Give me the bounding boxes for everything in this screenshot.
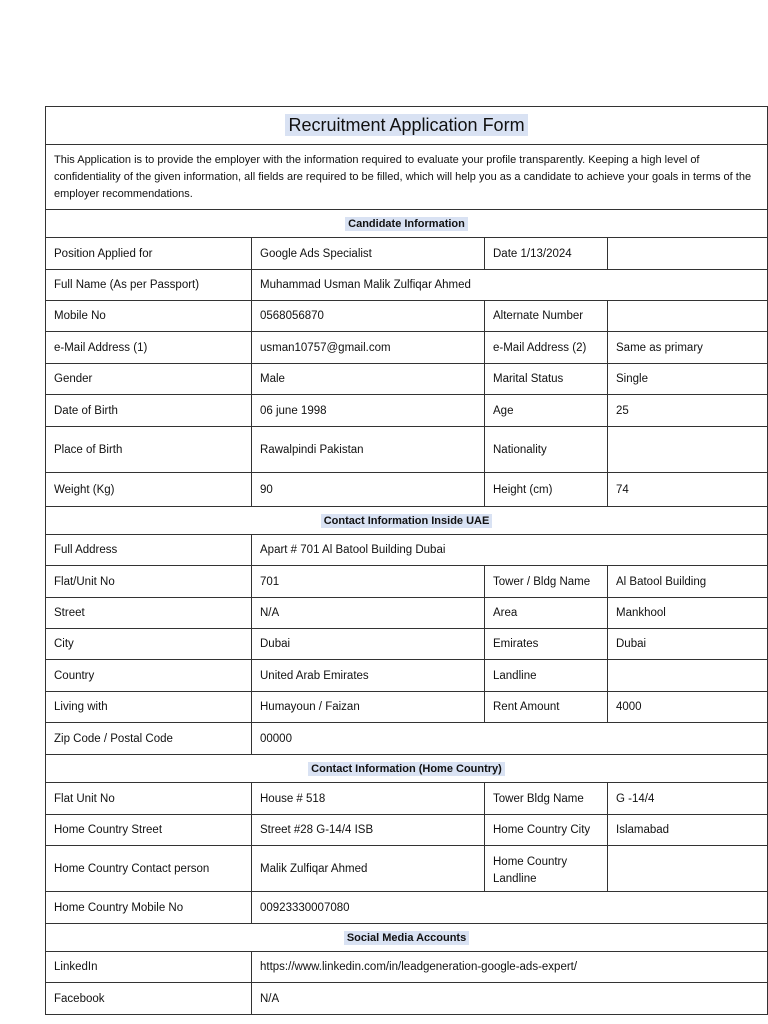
- facebook-value[interactable]: N/A: [252, 983, 768, 1015]
- dob-value[interactable]: 06 june 1998: [252, 395, 485, 427]
- field-label: Mobile No: [46, 301, 252, 332]
- full-name-value[interactable]: Muhammad Usman Malik Zulfiqar Ahmed: [252, 270, 768, 301]
- section-contact-home-country: Contact Information (Home Country): [308, 762, 505, 776]
- row-full-name: [46, 270, 768, 301]
- field-label: Alternate Number: [485, 301, 608, 332]
- row-street: [46, 598, 768, 629]
- country-value[interactable]: United Arab Emirates: [252, 660, 485, 692]
- height-value[interactable]: 74: [608, 473, 768, 507]
- form-title: Recruitment Application Form: [285, 114, 527, 136]
- home-tower-value[interactable]: G -14/4: [608, 783, 768, 815]
- row-email: [46, 332, 768, 364]
- age-value[interactable]: 25: [608, 395, 768, 427]
- rent-amount-value[interactable]: 4000: [608, 692, 768, 723]
- street-value[interactable]: N/A: [252, 598, 485, 629]
- field-label: Tower / Bldg Name: [485, 566, 608, 598]
- living-with-value[interactable]: Humayoun / Faizan: [252, 692, 485, 723]
- field-label: Flat Unit No: [46, 783, 252, 815]
- field-label: Living with: [46, 692, 252, 723]
- field-label: e-Mail Address (2): [485, 332, 608, 364]
- mobile-value[interactable]: 0568056870: [252, 301, 485, 332]
- field-label: Landline: [485, 660, 608, 692]
- field-label: Full Address: [46, 535, 252, 566]
- field-label: Home Country Landline: [485, 846, 608, 892]
- row-dob: [46, 395, 768, 427]
- marital-status-value[interactable]: Single: [608, 364, 768, 395]
- home-contact-value[interactable]: Malik Zulfiqar Ahmed: [252, 846, 485, 892]
- field-label: Home Country Street: [46, 815, 252, 846]
- field-label: Rent Amount: [485, 692, 608, 723]
- section-contact-inside-uae: Contact Information Inside UAE: [321, 514, 493, 528]
- alternate-number-value[interactable]: [608, 301, 768, 332]
- field-label: Country: [46, 660, 252, 692]
- form-intro: This Application is to provide the employer with the information required to evaluate your profile transparently. Keeping a high level of confidentiality of the given information, all fields are required to be filled, which will help you as a candidate to achieve your goals in terms of the employer recommendations.: [46, 145, 768, 210]
- date-value[interactable]: Date 1/13/2024: [485, 238, 608, 270]
- field-label: Facebook: [46, 983, 252, 1015]
- row-weight: [46, 473, 768, 507]
- row-gender: [46, 364, 768, 395]
- row-home-mobile: [46, 892, 768, 924]
- row-living-with: [46, 692, 768, 723]
- field-label: Home Country Mobile No: [46, 892, 252, 924]
- field-label: City: [46, 629, 252, 660]
- field-label: LinkedIn: [46, 952, 252, 983]
- row-mobile: [46, 301, 768, 332]
- row-position: [46, 238, 768, 270]
- field-label: Street: [46, 598, 252, 629]
- weight-value[interactable]: 90: [252, 473, 485, 507]
- field-label: Date of Birth: [46, 395, 252, 427]
- linkedin-value[interactable]: https://www.linkedin.com/in/leadgeneration-google-ads-expert/: [252, 952, 768, 983]
- flat-value[interactable]: 701: [252, 566, 485, 598]
- row-flat: [46, 566, 768, 598]
- nationality-value[interactable]: [608, 427, 768, 473]
- place-of-birth-value[interactable]: Rawalpindi Pakistan: [252, 427, 485, 473]
- landline-value[interactable]: [608, 660, 768, 692]
- row-facebook: [46, 983, 768, 1015]
- home-street-value[interactable]: Street #28 G-14/4 ISB: [252, 815, 485, 846]
- row-city: [46, 629, 768, 660]
- field-label: Age: [485, 395, 608, 427]
- field-label: Home Country Contact person: [46, 846, 252, 892]
- field-label: e-Mail Address (1): [46, 332, 252, 364]
- email-1-value[interactable]: usman10757@gmail.com: [252, 332, 485, 364]
- field-label: Weight (Kg): [46, 473, 252, 507]
- area-value[interactable]: Mankhool: [608, 598, 768, 629]
- row-home-street: [46, 815, 768, 846]
- city-value[interactable]: Dubai: [252, 629, 485, 660]
- application-form-table: [45, 106, 768, 1015]
- row-full-address: [46, 535, 768, 566]
- position-value[interactable]: Google Ads Specialist: [252, 238, 485, 270]
- home-mobile-value[interactable]: 00923330007080: [252, 892, 768, 924]
- field-label: Height (cm): [485, 473, 608, 507]
- row-home-flat: [46, 783, 768, 815]
- row-home-contact: [46, 846, 768, 892]
- field-label: Marital Status: [485, 364, 608, 395]
- row-zip: [46, 723, 768, 755]
- field-label: Tower Bldg Name: [485, 783, 608, 815]
- field-label: Flat/Unit No: [46, 566, 252, 598]
- section-candidate-information: Candidate Information: [345, 217, 468, 231]
- home-flat-value[interactable]: House # 518: [252, 783, 485, 815]
- field-label: Position Applied for: [46, 238, 252, 270]
- field-label: Nationality: [485, 427, 608, 473]
- row-linkedin: [46, 952, 768, 983]
- home-landline-value[interactable]: [608, 846, 768, 892]
- row-place-of-birth: [46, 427, 768, 473]
- email-2-value[interactable]: Same as primary: [608, 332, 768, 364]
- row-country: [46, 660, 768, 692]
- field-label: Emirates: [485, 629, 608, 660]
- field-label: Zip Code / Postal Code: [46, 723, 252, 755]
- field-label: Area: [485, 598, 608, 629]
- section-social-media: Social Media Accounts: [344, 931, 469, 945]
- gender-value[interactable]: Male: [252, 364, 485, 395]
- empty-cell[interactable]: [608, 238, 768, 270]
- field-label: Full Name (As per Passport): [46, 270, 252, 301]
- field-label: Place of Birth: [46, 427, 252, 473]
- emirates-value[interactable]: Dubai: [608, 629, 768, 660]
- home-city-value[interactable]: Islamabad: [608, 815, 768, 846]
- zip-value[interactable]: 00000: [252, 723, 768, 755]
- field-label: Home Country City: [485, 815, 608, 846]
- field-label: Gender: [46, 364, 252, 395]
- tower-value[interactable]: Al Batool Building: [608, 566, 768, 598]
- full-address-value[interactable]: Apart # 701 Al Batool Building Dubai: [252, 535, 768, 566]
